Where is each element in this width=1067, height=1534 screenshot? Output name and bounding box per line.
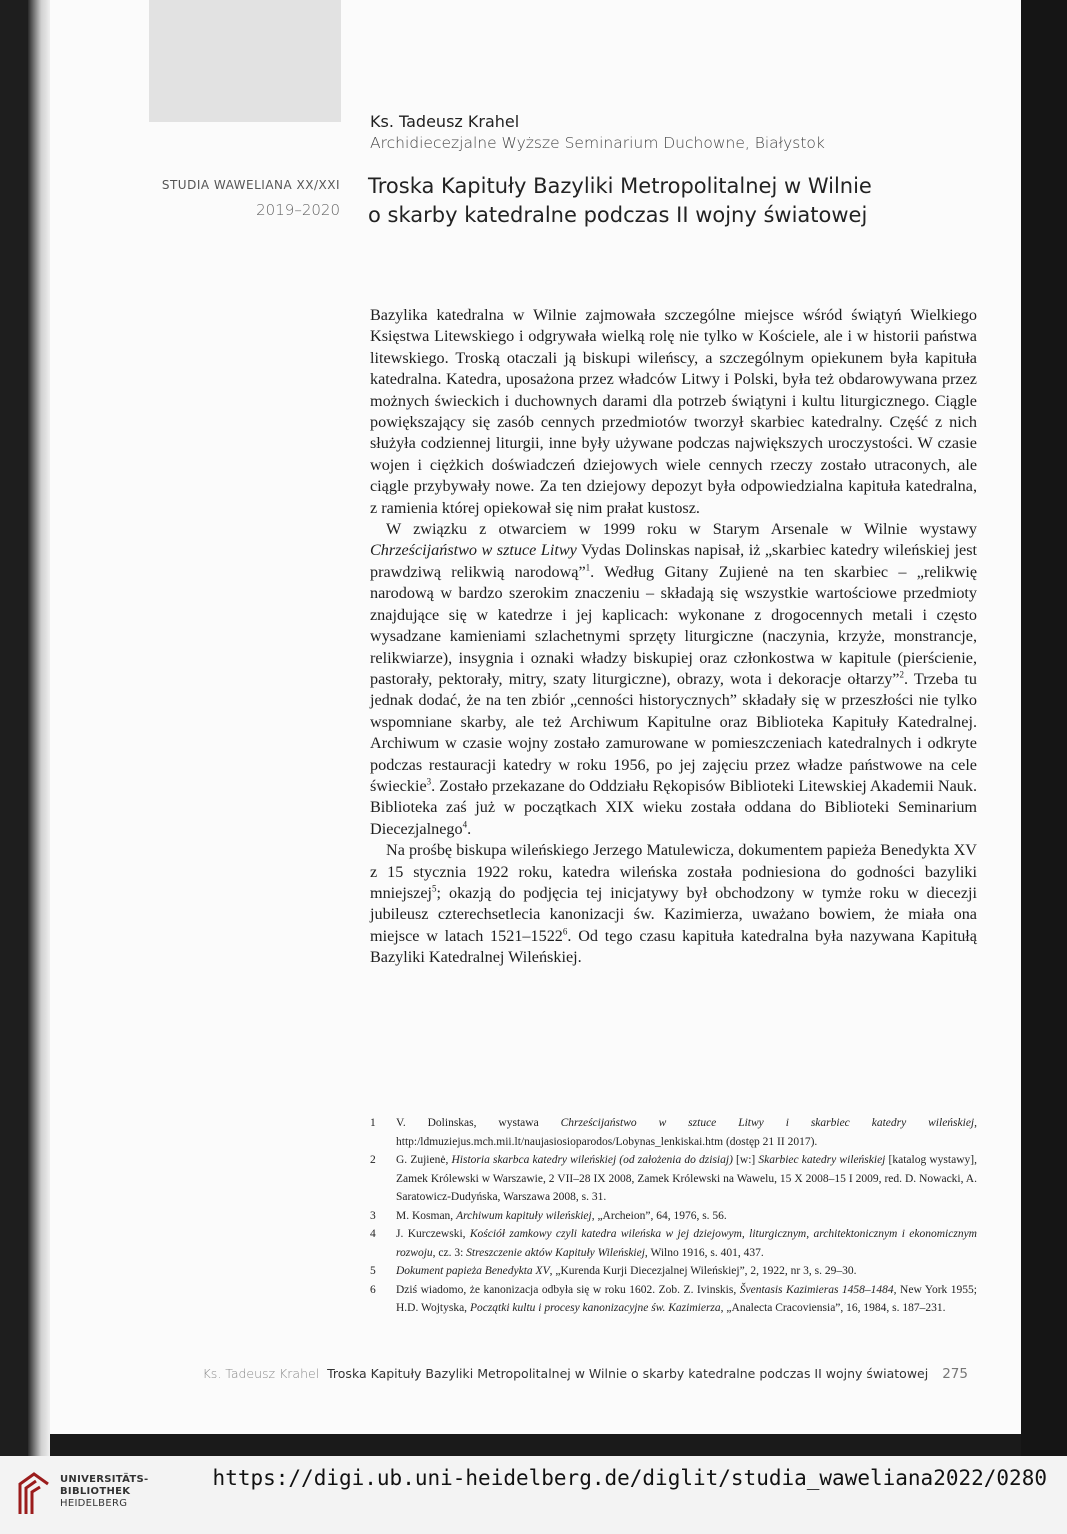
article-body	[370, 305, 977, 969]
footer-author: Ks. Tadeusz Krahel	[202, 1366, 320, 1381]
book-page	[50, 0, 1021, 1434]
footnote-ref-2[interactable]: 2	[899, 669, 904, 680]
library-logo-icon[interactable]	[14, 1470, 50, 1516]
decorative-grey-block	[149, 0, 341, 122]
footnote: 3 M. Kosman, Archiwum kapituły wileńskiej, „Archeion”, 64, 1976, s. 56.	[370, 1209, 727, 1222]
paragraph-3: Na prośbę biskupa wileńskiego Jerzego Matulewicza, dokumentem papieża Benedykta XV z 15 stycznia 1922 roku, katedra wileńska została podniesiona do godności bazyliki mniejszej$^5$; okazją do podjęcia tej inicjatywy był obchodzony w tymże roku w diecezji jubileusz czterechsetlecia kanonizacji św. Kazimierza, uważano bowiem, że miała ona miejsce w latach 1521–1522$^6$. Od tego czasu kapituła katedralna była nazywana Kapitułą Bazyliki Katedralnej Wileńskiej.	[370, 841, 977, 967]
library-logo-text[interactable]: UNIVERSITÄTS- BIBLIOTHEK HEIDELBERG	[60, 1474, 149, 1509]
footnotes	[370, 1114, 977, 1318]
footnote-ref-6[interactable]: 6	[562, 926, 568, 937]
footer-title: Troska Kapituły Bazyliki Metropolitalnej w Wilnie o skarby katedralne podczas II wojny światowej	[327, 1366, 929, 1381]
footnote: 4 J. Kurczewski, Kościół zamkowy czyli katedra wileńska w jej dziejowym, liturgicznym, architektonicznym i ekonomicznym rozwoju, cz. 3: Streszczenie aktów Kapituły Wileńskiej, Wilno 1916, s. 401, 437.	[370, 1228, 977, 1259]
footnote: 2 G. Zujienė, Historia skarbca katedry wileńskiej (od założenia do dzisiaj) [w:] Skarbiec katedry wileńskiej [katalog wystawy], Zamek Królewski w Warszawie, 2 VII–28 IX 2008, Zamek Królewski na Wawelu, 15 X 2008–15 I 2009, red. D. Nowacki, A. Saratowicz-Dudyńska, Warszawa 2008, s. 31.	[370, 1154, 977, 1203]
footnote-ref-5[interactable]: 5	[432, 883, 437, 894]
paragraph-2: W związku z otwarciem w 1999 roku w Starym Arsenale w Wilnie wystawy Chrześcijaństwo w sztuce Litwy Vydas Dolinskas napisał, iż „skarbiec katedry wileńskiej jest prawdziwą relikwią narodową”$^1$. Według Gitany Zujienė na ten skarbiec – „relikwię narodową w bardzo szerokim znaczeniu – składają się wszystkie wartościowe przedmioty znajdujące się w katedrze i jej kaplicach: wykonane z drogocennych metali i często wysadzane kamieniami szlachetnymi sprzęty liturgiczne (naczynia, krzyże, monstrancje, relikwiarze), insygnia i oznaki władzy biskupiej oraz członkostwa w kapitule (pierścienie, pastorały, pektorały, mitry, szaty liturgiczne), obrazy, wota i dekoracje ołtarzy”$^2$. Trzeba tu jednak dodać, że na ten zbiór „cenności historycznych” składały się w przeszłości nie tylko wspomniane skarby, ale też Archiwum Kapitulne oraz Biblioteka Kapituły Katedralnej. Archiwum w czasie wojny zostało zamurowane w pomieszczeniach katedralnych i odkryte podczas restauracji katedry w roku 1956, po jej zajęciu przez władze państwowe na cele świeckie$^3$. Zostało przekazane do Oddziału Rękopisów Biblioteki Litewskiej Akademii Nauk. Biblioteka zaś już w początkach XIX wieku została oddana do Biblioteki Seminarium Diecezjalnego$^4$.	[370, 520, 978, 838]
journal-years: 2019–2020	[256, 201, 340, 219]
footnote: 1 V. Dolinskas, wystawa Chrześcijaństwo w sztuce Litwy i skarbiec katedry wileńskiej, http:/ldmuziejus.mch.mii.lt/naujasiosioparodos/Lobynas_lenkiskai.htm (dostęp 21 II 2017).	[370, 1117, 977, 1148]
page-edge	[28, 0, 50, 1456]
footnote: 6 Dziś wiadomo, że kanonizacja odbyła się w roku 1602. Zob. Z. Ivinskis, Šventasis Kazimieras 1458–1484, New York 1955; H.D. Wojtyska, Początki kultu i procesy kanonizacyjne św. Kazimierza, „Analecta Cracoviensia”, 16, 1984, s. 187–231.	[370, 1283, 977, 1314]
viewer-bar	[0, 1456, 1067, 1534]
article-title	[368, 172, 928, 230]
journal-name: STUDIA WAWELIANA XX/XXI	[161, 178, 340, 192]
article-title-line-2: o skarby katedralne podczas II wojny światowej	[368, 203, 868, 227]
author-affiliation: Archidiecezjalne Wyższe Seminarium Duchowne, Białystok	[370, 134, 825, 152]
footnote: 5 Dokument papieża Benedykta XV, „Kurenda Kurji Diecezjalnej Wileńskiej”, 2, 1922, nr 3, s. 29–30.	[370, 1265, 857, 1277]
exhibition-title: Chrześcijaństwo w sztuce Litwy	[370, 541, 577, 560]
scan-right-border	[1021, 0, 1067, 1456]
article-title-line-1: Troska Kapituły Bazyliki Metropolitalnej w Wilnie	[368, 174, 872, 198]
footnote-ref-4[interactable]: 4	[462, 819, 468, 830]
footnote-ref-3[interactable]: 3	[426, 776, 432, 787]
page-number: 275	[942, 1366, 968, 1382]
running-footer	[100, 1366, 968, 1382]
paragraph-1: Bazylika katedralna w Wilnie zajmowała szczególne miejsce wśród świątyń Wielkiego Księstwa Litewskiego i odgrywała wielką rolę nie tylko w Kościele, ale i w historii państwa litewskiego. Troską otaczali ją biskupi wileńscy, a szczególnym opiekunem była kapituła katedralna. Katedra, uposażona przez władców Litwy i Polski, była też obdarowywana przez możnych świeckich i duchownych darami dla potrzeb świątyni i kultu liturgicznego. Ciągle powiększający się zasób cennych przedmiotów tworzył skarbiec katedralny. Część z nich służyła codziennej liturgii, inne były używane podczas największych uroczystości. W czasie wojen i ciężkich doświadczeń dziejowych wiele cennych rzeczy zostało utraconych, ale ciągle przybywały nowe. Za ten dziejowy depozyt była odpowiedzialna kapituła katedralna, z ramienia której opiekował się nim prałat kustosz.	[370, 306, 977, 517]
article-author: Ks. Tadeusz Krahel	[370, 112, 520, 131]
document-url[interactable]: https://digi.ub.uni-heidelberg.de/diglit/studia_waweliana2022/0280	[212, 1466, 1047, 1490]
footnote-ref-1[interactable]: 1	[585, 562, 591, 573]
